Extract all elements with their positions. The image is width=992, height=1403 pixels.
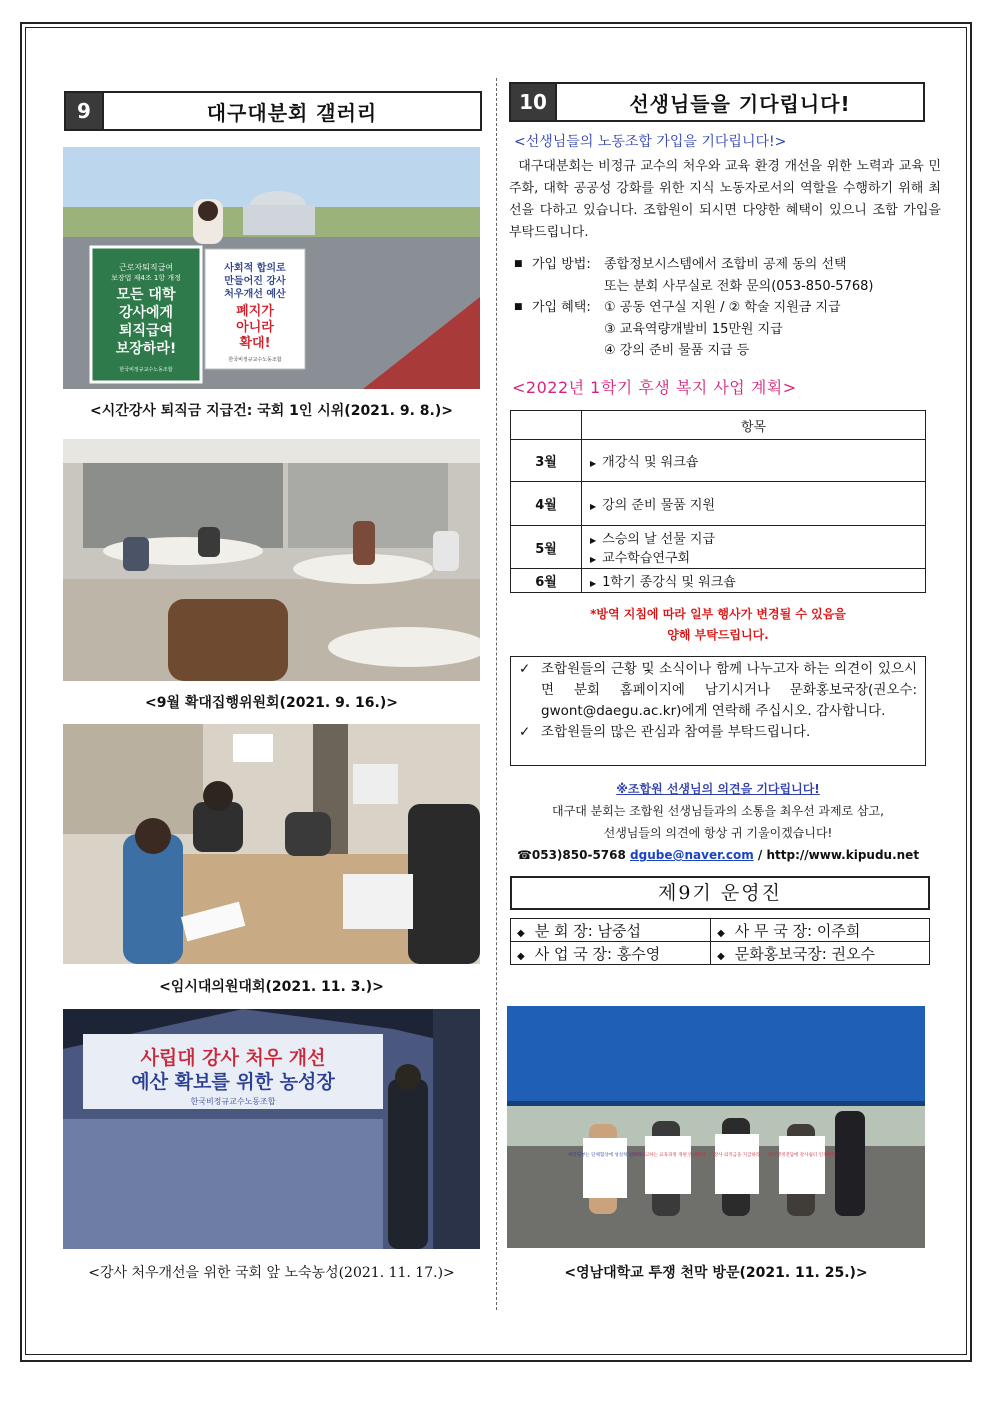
- photo-executive-committee: [63, 439, 480, 681]
- opinion-line-2: 선생님들의 의견에 항상 귀 기울이겠습니다!: [603, 826, 833, 840]
- table-row: [511, 919, 930, 942]
- join-subtitle: <선생님들의 노동조합 가입을 기다립니다!>: [514, 134, 787, 150]
- opinion-block: [510, 778, 926, 866]
- sign-right-4: 폐지가: [236, 304, 274, 319]
- column-divider: [496, 78, 497, 1310]
- section10-number: 10: [511, 84, 557, 120]
- phone-number: ☎053)850-5768: [516, 848, 626, 862]
- join-method-1: 종합정보시스템에서 조합비 공제 동의 선택: [604, 257, 847, 272]
- join-method-2: 또는 분회 사무실로 전화 문의(053-850-5768): [604, 278, 874, 294]
- box-text-2: 조합원들의 많은 관심과 참여를 부탁드립니다.: [541, 724, 811, 740]
- triangle-bullet-icon: ▶: [590, 555, 597, 564]
- plan-month: 4월: [511, 482, 582, 526]
- table-header-item: 항목: [582, 411, 926, 440]
- sign-left-small-1: 근로자퇴직급여: [118, 263, 174, 272]
- staff-table: [510, 918, 930, 965]
- caption-photo-3: <임시대의원대회(2021. 11. 3.)>: [159, 979, 384, 995]
- table-row: [511, 942, 930, 965]
- sign-left-big-4: 보장하라!: [115, 341, 177, 357]
- sign-right-org: 한국비정규교수노동조합: [228, 357, 282, 363]
- join-benefit-label: 가입 혜택:: [532, 300, 591, 315]
- photo-night-sit-in: [63, 1009, 480, 1249]
- join-benefit-3: ④ 강의 준비 물품 지급 등: [604, 343, 750, 358]
- section9-title: 대구대분회 갤러리: [206, 100, 378, 125]
- separator: /: [757, 848, 763, 862]
- plan-item: 강의 준비 물품 지원: [602, 498, 716, 513]
- welfare-plan-title: <2022년 1학기 후생 복지 사업 계획>: [512, 378, 797, 397]
- staff-entry: 문화홍보국장: 권오수: [734, 944, 876, 963]
- table-header-row: [511, 411, 926, 440]
- plan-items: [582, 569, 926, 593]
- contact-line: [510, 844, 926, 866]
- join-benefit-1: ① 공동 연구실 지원 / ② 학술 지원금 지급: [604, 300, 841, 315]
- checkmark-icon: ✓: [519, 661, 531, 677]
- section10-header: [509, 82, 925, 122]
- sign-3: 강사 퇴직금을 지급하라: [713, 1153, 761, 1158]
- table-row: [511, 526, 926, 569]
- staff-title: 제9기 운영진: [510, 876, 930, 910]
- sign-2: 강사 해고하는 교육과정 개편 반대한다: [630, 1153, 706, 1158]
- banner-line-2: 예산 확보를 위한 농성장: [131, 1071, 335, 1093]
- plan-month: 3월: [511, 440, 582, 482]
- sign-left-org: 한국비정규교수노동조합: [119, 367, 173, 373]
- box-text-1: 조합원들의 근황 및 소식이나 함께 나누고자 하는 의견이 있으시면 분회 홈페이지에 남기시거나 문화홍보국장(권오수: gwont@daegu.ac.kr)에게 연락해 주십시오. 감사합니다.: [541, 661, 917, 719]
- section9-number: 9: [66, 93, 104, 129]
- sign-4: 대학행정전담에 강사쉼터 인정하라: [767, 1153, 837, 1158]
- sign-left-small-2: 보장법 제4조 1항 개정: [111, 274, 181, 282]
- bullet-square-icon: ■: [514, 259, 523, 269]
- sign-right-5: 아니라: [236, 320, 274, 335]
- sign-right-6: 확대!: [239, 336, 271, 351]
- staff-cell: [711, 942, 930, 965]
- caption-photo-4: <강사 처우개선을 위한 국회 앞 노숙농성(2021. 11. 17.)>: [88, 1265, 455, 1281]
- sign-right-2: 만들어진 강사: [224, 276, 286, 287]
- table-row: [511, 569, 926, 593]
- photo-tent-visit: [507, 1006, 925, 1248]
- plan-month: 5월: [511, 526, 582, 569]
- member-news-box: [510, 656, 926, 766]
- plan-item: 교수학습연구회: [602, 551, 691, 566]
- plan-month: 6월: [511, 569, 582, 593]
- triangle-bullet-icon: ▶: [590, 579, 597, 588]
- sign-right-1: 사회적 합의로: [224, 263, 286, 274]
- intro-text: 대구대분회는 비정규 교수의 처우와 교육 환경 개선을 위한 노력과 교육 민주화, 대학 공공성 강화를 위한 지식 노동자로서의 역할을 수행하기 위해 최선을 다하고 있습니다. 조합원이 되시면 다양한 혜택이 있으니 조합 가입을 부탁드립니다.: [509, 159, 941, 240]
- section10-title: 선생님들을 기다립니다!: [629, 91, 851, 116]
- email-link[interactable]: dgube@naver.com: [630, 848, 754, 862]
- intro-paragraph: [509, 156, 941, 244]
- diamond-bullet-icon: ◆: [717, 950, 725, 962]
- opinion-line-1: 대구대 분회는 조합원 선생님들과의 소통을 최우선 과제로 삼고,: [552, 804, 884, 818]
- opinion-title: ※조합원 선생님의 의견을 기다립니다!: [616, 782, 820, 796]
- diamond-bullet-icon: ◆: [717, 927, 725, 939]
- sign-right-3: 처우개선 예산: [224, 289, 286, 300]
- banner-org: 한국비정규교수노동조합: [190, 1097, 276, 1106]
- staff-entry: 분 회 장: 남중섭: [534, 921, 642, 940]
- staff-cell: [511, 919, 711, 942]
- quarantine-notice: [510, 604, 926, 646]
- photo-one-person-protest: [63, 147, 480, 389]
- photo-delegates-meeting: [63, 724, 480, 964]
- sign-left-big-1: 모든 대학: [116, 287, 176, 303]
- join-benefit-2: ③ 교육역량개발비 15만원 지급: [604, 321, 783, 337]
- plan-item: 개강식 및 워크숍: [602, 455, 699, 470]
- welfare-plan-table: [510, 410, 926, 593]
- notice-line-1: *방역 지침에 따라 일부 행사가 변경될 수 있음을: [590, 607, 846, 621]
- table-row: [511, 440, 926, 482]
- sign-left-big-2: 강사에게: [118, 305, 174, 321]
- website-link[interactable]: http://www.kipudu.net: [766, 848, 920, 862]
- plan-items: [582, 440, 926, 482]
- triangle-bullet-icon: ▶: [590, 459, 597, 468]
- triangle-bullet-icon: ▶: [590, 536, 597, 545]
- caption-photo-1: <시간강사 퇴직금 지급건: 국회 1인 시위(2021. 9. 8.)>: [90, 403, 453, 419]
- join-method-label: 가입 방법:: [532, 257, 591, 272]
- staff-entry: 사 업 국 장: 홍수영: [534, 944, 661, 963]
- table-header-empty: [511, 411, 582, 440]
- plan-items: [582, 526, 926, 569]
- section9-header: [64, 91, 482, 131]
- checkmark-icon: ✓: [519, 724, 531, 740]
- table-row: [511, 482, 926, 526]
- sign-left-big-3: 퇴직급여: [118, 323, 174, 339]
- banner-line-1: 사립대 강사 처우 개선: [140, 1047, 326, 1069]
- plan-item: 1학기 종강식 및 워크숍: [602, 575, 736, 590]
- staff-entry: 사 무 국 장: 이주희: [734, 921, 861, 940]
- notice-line-2: 양해 부탁드립니다.: [667, 628, 769, 642]
- staff-cell: [511, 942, 711, 965]
- diamond-bullet-icon: ◆: [517, 950, 525, 962]
- plan-items: [582, 482, 926, 526]
- join-info: [514, 254, 934, 362]
- bullet-square-icon: ■: [514, 302, 523, 312]
- caption-photo-5: <영남대학교 투쟁 천막 방문(2021. 11. 25.)>: [564, 1265, 868, 1281]
- diamond-bullet-icon: ◆: [517, 927, 525, 939]
- plan-item: 스승의 날 선물 지급: [602, 532, 716, 547]
- staff-cell: [711, 919, 930, 942]
- caption-photo-2: <9월 확대집행위원회(2021. 9. 16.)>: [145, 695, 398, 711]
- sign-1: 대학원부는 단체협상에 성실히 임하라: [568, 1153, 642, 1158]
- triangle-bullet-icon: ▶: [590, 502, 597, 511]
